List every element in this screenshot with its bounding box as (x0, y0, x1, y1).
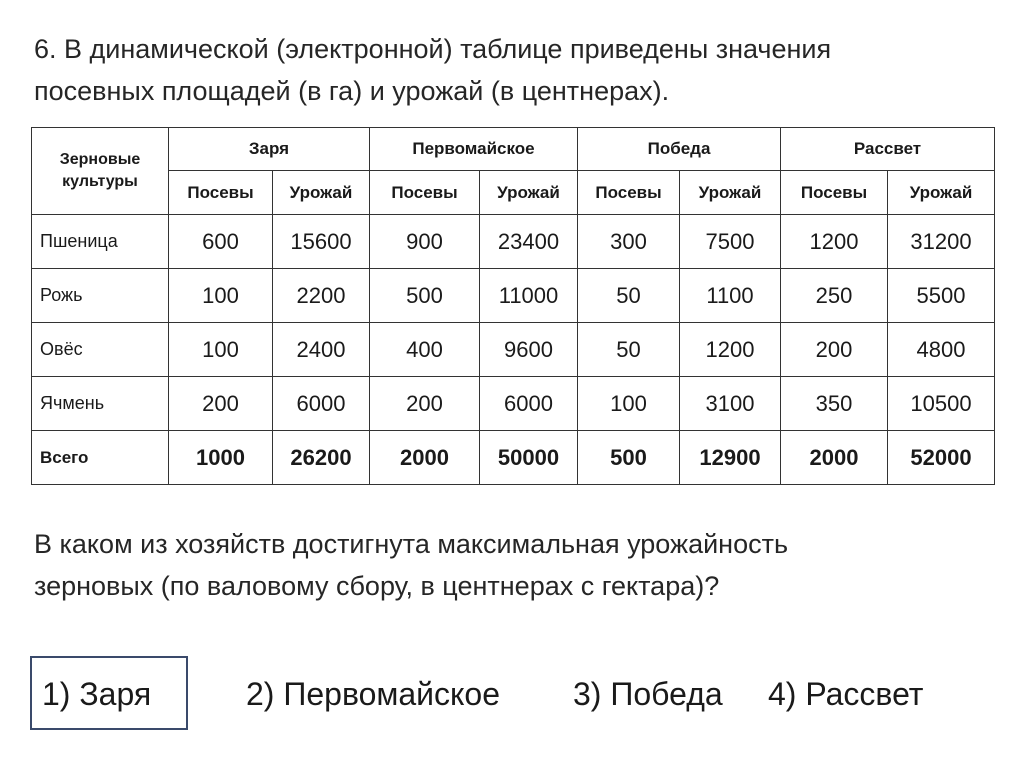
table-cell: 6000 (273, 377, 370, 431)
prompt-line-1: В каком из хозяйств достигнута максимальная урожайность (34, 529, 789, 559)
table-cell: 1100 (680, 269, 781, 323)
table-row (32, 323, 995, 377)
question-prompt (34, 523, 994, 607)
crop-column-header: Зерновые культуры (32, 128, 169, 215)
table-cell: 6000 (480, 377, 578, 431)
table-cell: 200 (169, 377, 273, 431)
question-line-2: посевных площадей (в га) и урожай (в центнерах). (34, 76, 670, 106)
total-cell: 1000 (169, 431, 273, 485)
table-cell: 5500 (888, 269, 995, 323)
farm-header-zarya: Заря (169, 128, 370, 171)
farm-header-rassvet: Рассвет (781, 128, 995, 171)
table-cell: 100 (169, 323, 273, 377)
crop-table (31, 127, 995, 485)
question-text (34, 28, 994, 112)
question-line-1: 6. В динамической (электронной) таблице приведены значения (34, 34, 832, 64)
table-cell: 200 (370, 377, 480, 431)
table-cell: 50 (578, 323, 680, 377)
table-cell: 250 (781, 269, 888, 323)
table-cell: 50 (578, 269, 680, 323)
table-cell: 9600 (480, 323, 578, 377)
table-cell: 7500 (680, 215, 781, 269)
table-cell: 4800 (888, 323, 995, 377)
total-cell: 12900 (680, 431, 781, 485)
total-cell: 2000 (781, 431, 888, 485)
sub-header: Урожай (273, 171, 370, 215)
table-cell: 400 (370, 323, 480, 377)
header-row-subcolumns (32, 171, 995, 215)
table-cell: 300 (578, 215, 680, 269)
crop-name: Рожь (32, 269, 169, 323)
sub-header: Урожай (480, 171, 578, 215)
answer-option-2[interactable]: 2) Первомайское (246, 676, 500, 712)
table-row (32, 269, 995, 323)
table-row (32, 377, 995, 431)
total-cell: 52000 (888, 431, 995, 485)
answer-option-3[interactable]: 3) Победа (573, 676, 723, 712)
total-cell: 2000 (370, 431, 480, 485)
table-cell: 10500 (888, 377, 995, 431)
crop-name: Пшеница (32, 215, 169, 269)
table-cell: 11000 (480, 269, 578, 323)
sub-header: Посевы (578, 171, 680, 215)
crop-name: Ячмень (32, 377, 169, 431)
farm-header-pobeda: Победа (578, 128, 781, 171)
farm-header-pervomayskoe: Первомайское (370, 128, 578, 171)
total-cell: 26200 (273, 431, 370, 485)
sub-header: Урожай (680, 171, 781, 215)
sub-header: Урожай (888, 171, 995, 215)
total-cell: 50000 (480, 431, 578, 485)
table-cell: 100 (169, 269, 273, 323)
table-cell: 23400 (480, 215, 578, 269)
table-cell: 900 (370, 215, 480, 269)
table-cell: 3100 (680, 377, 781, 431)
answer-option-4[interactable]: 4) Рассвет (768, 676, 924, 712)
table-cell: 500 (370, 269, 480, 323)
table-cell: 15600 (273, 215, 370, 269)
total-cell: 500 (578, 431, 680, 485)
crop-name: Овёс (32, 323, 169, 377)
table-cell: 2400 (273, 323, 370, 377)
sub-header: Посевы (781, 171, 888, 215)
table-cell: 31200 (888, 215, 995, 269)
table-cell: 1200 (781, 215, 888, 269)
total-label: Всего (32, 431, 169, 485)
table-cell: 2200 (273, 269, 370, 323)
table-cell: 600 (169, 215, 273, 269)
table-cell: 350 (781, 377, 888, 431)
table-row (32, 215, 995, 269)
answer-option-1[interactable]: 1) Заря (42, 676, 152, 712)
table-cell: 200 (781, 323, 888, 377)
sub-header: Посевы (169, 171, 273, 215)
prompt-line-2: зерновых (по валовому сбору, в центнерах с гектара)? (34, 571, 720, 601)
header-row-farms (32, 128, 995, 171)
total-row (32, 431, 995, 485)
table-cell: 1200 (680, 323, 781, 377)
sub-header: Посевы (370, 171, 480, 215)
table-cell: 100 (578, 377, 680, 431)
